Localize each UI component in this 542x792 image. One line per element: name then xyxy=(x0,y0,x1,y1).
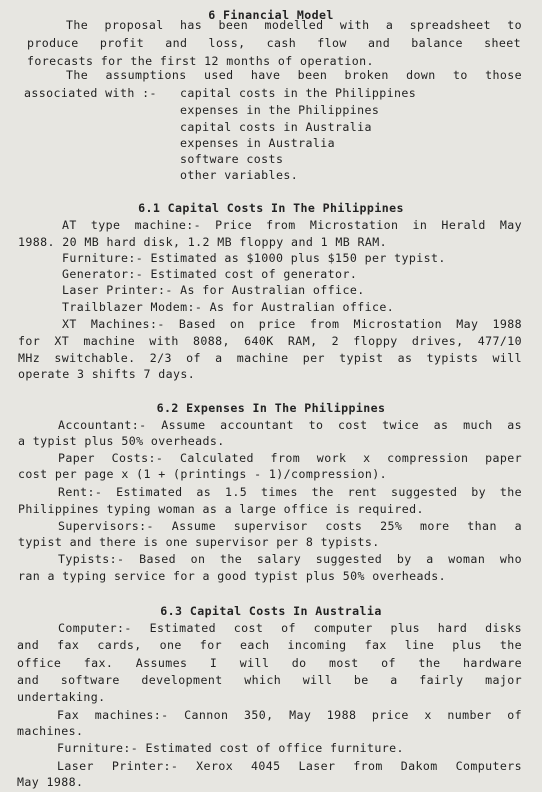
section-6-2-line: Paper Costs:- Calculated from work x compression paper xyxy=(58,451,522,465)
section-6-3-line: May 1988. xyxy=(17,775,84,789)
section-6-2-line: Philippines typing woman as a large office is required. xyxy=(18,502,424,516)
assumption-item: expenses in the Philippines xyxy=(180,103,380,117)
section-6-3-line: office fax. Assumes I will do most of the hardware xyxy=(17,656,522,670)
section-6-2-line: ran a typing service for a good typist plus 50% overheads. xyxy=(18,569,447,583)
section-6-1-line: MHz switchable. 2/3 of a machine per typist as typists will xyxy=(18,351,522,365)
section-6-1-line: 1988. 20 MB hard disk, 1.2 MB floppy and 1 MB RAM. xyxy=(18,235,388,249)
section-6-2-line: Accountant:- Assume accountant to cost twice as much as xyxy=(58,418,522,432)
section-6-3-line: undertaking. xyxy=(17,690,106,704)
section-6-1-line: for XT machine with 8088, 640K RAM, 2 floppy drives, 477/10 xyxy=(18,334,522,348)
section-6-1-line: operate 3 shifts 7 days. xyxy=(18,367,196,381)
section-6-1-line: Generator:- Estimated cost of generator. xyxy=(62,267,358,281)
section-6-2-line: typist and there is one supervisor per 8 typists. xyxy=(18,535,380,549)
section-6-1-line: Trailblazer Modem:- As for Australian office. xyxy=(62,300,395,314)
section-6-3-line: Furniture:- Estimated cost of office furniture. xyxy=(57,741,404,755)
section-6-3-line: and software development which will be a fairly major xyxy=(17,673,522,687)
section-6-1-line: XT Machines:- Based on price from Microstation May 1988 xyxy=(62,317,522,331)
section-6-3-line: Computer:- Estimated cost of computer plus hard disks xyxy=(58,621,522,635)
section-6-2-line: Typists:- Based on the salary suggested by a woman who xyxy=(58,552,522,566)
section-6-2-line: Rent:- Estimated as 1.5 times the rent suggested by the xyxy=(58,485,522,499)
section-6-2-line: Supervisors:- Assume supervisor costs 25% more than a xyxy=(58,519,522,533)
assumption-item: capital costs in the Philippines xyxy=(180,86,417,100)
section-6-1-line: AT type machine:- Price from Microstation in Herald May xyxy=(62,218,522,232)
assumption-item: expenses in Australia xyxy=(180,136,335,150)
section-6-1-line: Furniture:- Estimated as $1000 plus $150 per typist. xyxy=(62,251,446,265)
section-6-3-line: and fax cards, one for each incoming fax line plus the xyxy=(17,638,522,652)
assumption-item: capital costs in Australia xyxy=(180,120,372,134)
section-6-3-line: Fax machines:- Cannon 350, May 1988 price x number of xyxy=(57,708,522,722)
section-6-line: produce profit and loss, cash flow and balance sheet xyxy=(27,36,521,50)
section-6-title: 6 Financial Model xyxy=(208,8,334,22)
section-6-line: The proposal has been modelled with a spreadsheet to xyxy=(66,18,522,32)
section-6-3-title: 6.3 Capital Costs In Australia xyxy=(160,604,382,618)
assumptions-lead: associated with :- xyxy=(24,86,157,100)
assumption-item: software costs xyxy=(180,152,284,166)
assumption-item: other variables. xyxy=(180,168,299,182)
section-6-2-line: cost per page x (1 + (printings - 1)/compression). xyxy=(18,467,388,481)
section-6-line: forecasts for the first 12 months of operation. xyxy=(27,54,374,68)
section-6-line: The assumptions used have been broken down to those xyxy=(66,68,522,82)
section-6-2-title: 6.2 Expenses In The Philippines xyxy=(156,401,386,415)
section-6-1-line: Laser Printer:- As for Australian office. xyxy=(62,283,365,297)
section-6-2-line: a typist plus 50% overheads. xyxy=(18,434,225,448)
section-6-1-title: 6.1 Capital Costs In The Philippines xyxy=(138,201,404,215)
section-6-3-line: machines. xyxy=(17,724,84,738)
section-6-3-line: Laser Printer:- Xerox 4045 Laser from Dakom Computers xyxy=(57,759,522,773)
